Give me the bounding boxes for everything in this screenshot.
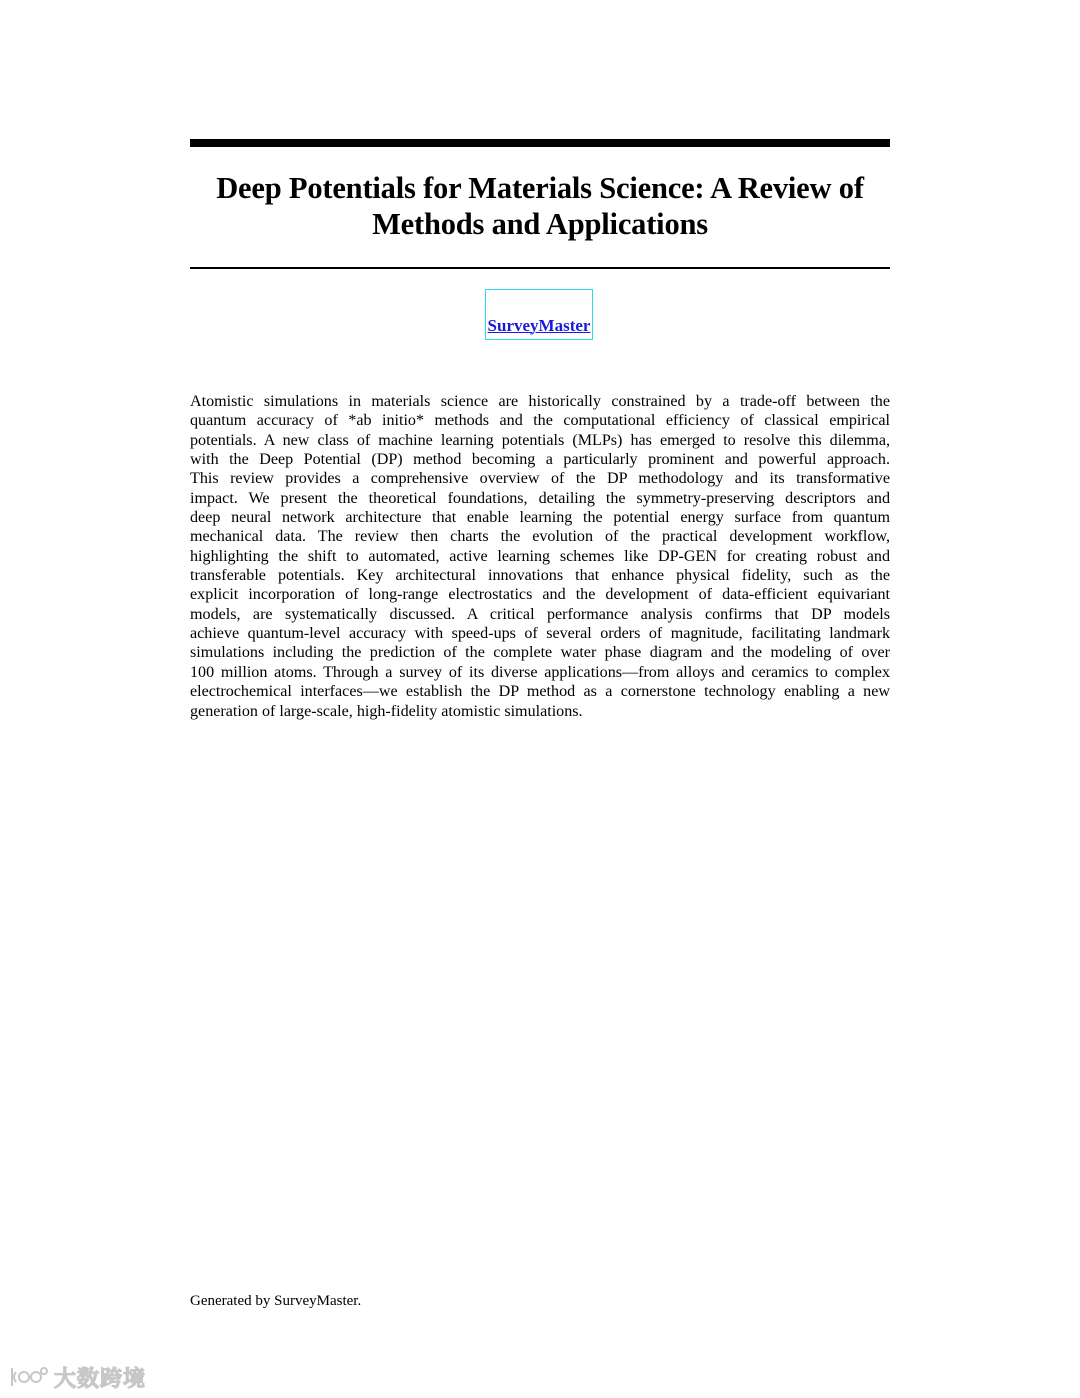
abstract-line: with the Deep Potential (DP) method becoming a particularly prominent and powerful approach.	[190, 451, 890, 469]
author-link[interactable]: SurveyMaster	[487, 316, 591, 335]
abstract-line: models, are systematically discussed. A critical performance analysis confirms that DP models	[190, 605, 890, 623]
abstract-line: deep neural network architecture that enable learning the potential energy surface from quantum	[190, 509, 890, 527]
abstract-line: transferable potentials. Key architectural innovations that enhance physical fidelity, such as the	[190, 567, 890, 585]
paper-title	[190, 170, 890, 242]
abstract-line: quantum accuracy of *ab initio* methods and the computational efficiency of classical empirical	[190, 412, 890, 430]
title-bottom-rule	[190, 267, 890, 269]
abstract-line: explicit incorporation of long-range electrostatics and the development of data-efficient equivariant	[190, 586, 890, 604]
paper-title-line-1: Deep Potentials for Materials Science: A Review of	[216, 171, 864, 205]
watermark	[8, 1362, 146, 1392]
footer-note: Generated by SurveyMaster.	[190, 1293, 362, 1309]
watermark-text: 大数跨境	[54, 1366, 147, 1392]
abstract	[190, 392, 890, 721]
abstract-line: simulations including the prediction of the complete water phase diagram and the modeling of over	[190, 644, 890, 662]
abstract-line: potentials. A new class of machine learning potentials (MLPs) has emerged to resolve this dilemma,	[190, 431, 890, 449]
abstract-line: generation of large-scale, high-fidelity atomistic simulations.	[190, 702, 583, 720]
watermark-logo-icon	[8, 1364, 50, 1390]
abstract-line: Atomistic simulations in materials science are historically constrained by a trade-off between the	[190, 393, 890, 410]
abstract-line: achieve quantum-level accuracy with speed-ups of several orders of magnitude, facilitating landmark	[190, 625, 890, 643]
abstract-line: This review provides a comprehensive overview of the DP methodology and its transformative	[190, 470, 890, 488]
abstract-line: impact. We present the theoretical foundations, detailing the symmetry-preserving descriptors and	[190, 489, 890, 507]
author-link-box[interactable]	[485, 289, 593, 340]
paper-title-line-2: Methods and Applications	[372, 207, 708, 241]
abstract-line: electrochemical interfaces—we establish the DP method as a cornerstone technology enabling a new	[190, 683, 890, 701]
abstract-line: 100 million atoms. Through a survey of its diverse applications—from alloys and ceramics to complex	[190, 663, 890, 681]
abstract-line: highlighting the shift to automated, active learning schemes like DP-GEN for creating robust and	[190, 547, 890, 565]
title-top-rule	[190, 139, 890, 147]
abstract-line: mechanical data. The review then charts the evolution of the practical development workflow,	[190, 528, 890, 546]
